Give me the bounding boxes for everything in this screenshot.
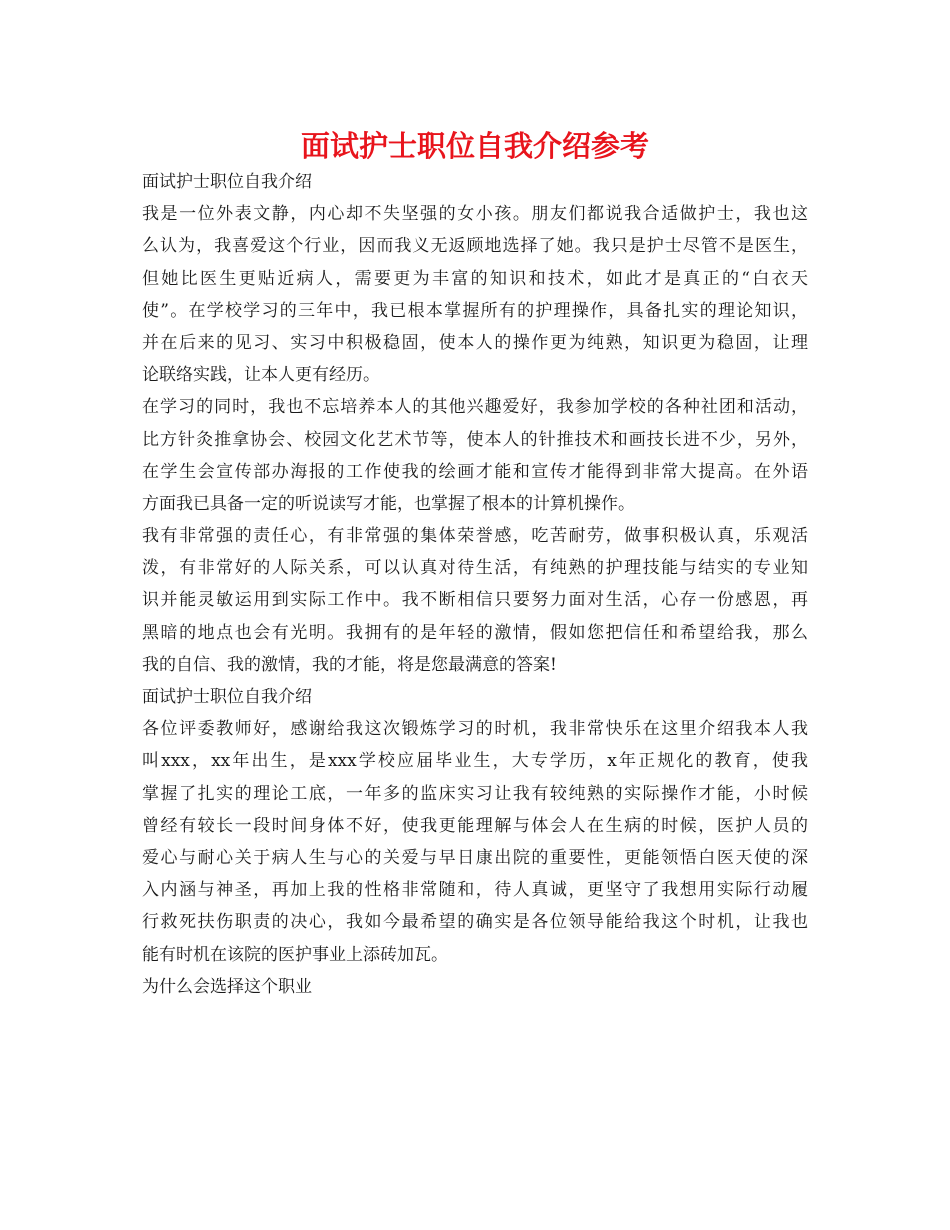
text-line: 并在后来的见习、实习中积极稳固，使本人的操作更为纯熟，知识更为稳固，让理: [142, 332, 808, 353]
text-line: 泼，有非常好的人际关系，可以认真对待生活，有纯熟的护理技能与结实的专业知: [142, 558, 808, 579]
text-line: 在学习的同时，我也不忘培养本人的其他兴趣爱好，我参加学校的各种社团和活动，: [142, 397, 808, 418]
text-line: 入内涵与神圣，再加上我的性格非常随和，待人真诚，更坚守了我想用实际行动履: [142, 880, 808, 901]
text-line: 方面我已具备一定的听说读写才能，也掌握了根本的计算机操作。: [142, 493, 635, 514]
text-line: 行救死扶伤职责的决心，我如今最希望的确实是各位领导能给我这个时机，让我也: [142, 912, 808, 933]
document-body: [142, 166, 808, 1003]
text-line: 面试护士职位自我介绍: [142, 172, 312, 192]
text-line: 面试护士职位自我介绍: [142, 687, 312, 707]
text-line: 掌握了扎实的理论工底，一年多的监床实习让我有较纯熟的实际操作才能，小时候: [142, 783, 808, 804]
document-title: 面试护士职位自我介绍参考: [300, 129, 649, 163]
text-line: 为什么会选择这个职业: [142, 976, 312, 997]
text-line: 能有时机在该院的医护事业上添砖加瓦。: [142, 944, 448, 965]
text-line: 使”。在学校学习的三年中，我已根本掌握所有的护理操作，具备扎实的理论知识，: [142, 300, 808, 321]
text-line: 曾经有较长一段时间身体不好，使我更能理解与体会人在生病的时候，医护人员的: [142, 815, 808, 836]
text-line: 爱心与耐心关于病人生与心的关爱与早日康出院的重要性，更能领悟白医天使的深: [142, 847, 808, 868]
text-line: 我是一位外表文静，内心却不失坚强的女小孩。朋友们都说我合适做护士，我也这: [142, 204, 808, 225]
text-line: 识并能灵敏运用到实际工作中。我不断相信只要努力面对生活，心存一份感恩，再: [142, 590, 808, 611]
text-line: 比方针灸推拿协会、校园文化艺术节等，使本人的针推技术和画技长进不少，另外，: [142, 429, 808, 450]
text-line: 我有非常强的责任心，有非常强的集体荣誉感，吃苦耐劳，做事积极认真，乐观活: [142, 526, 808, 547]
text-line: 论联络实践，让本人更有经历。: [142, 365, 380, 386]
text-line: 但她比医生更贴近病人，需要更为丰富的知识和技术，如此才是真正的“白衣天: [142, 268, 808, 289]
text-line: 在学生会宣传部办海报的工作使我的绘画才能和宣传才能得到非常大提高。在外语: [142, 461, 808, 482]
text-line: 黑暗的地点也会有光明。我拥有的是年轻的激情，假如您把信任和希望给我，那么: [142, 622, 808, 643]
text-line: 各位评委教师好，感谢给我这次锻炼学习的时机，我非常快乐在这里介绍我本人我: [142, 719, 808, 740]
text-line: 我的自信、我的激情，我的才能，将是您最满意的答案!: [142, 654, 557, 675]
text-line: 叫xxx，xx年出生，是xxx学校应届毕业生，大专学历，x年正规化的教育，使我: [142, 751, 808, 772]
text-line: 么认为，我喜爱这个行业，因而我义无返顾地选择了她。我只是护士尽管不是医生，: [142, 236, 808, 257]
